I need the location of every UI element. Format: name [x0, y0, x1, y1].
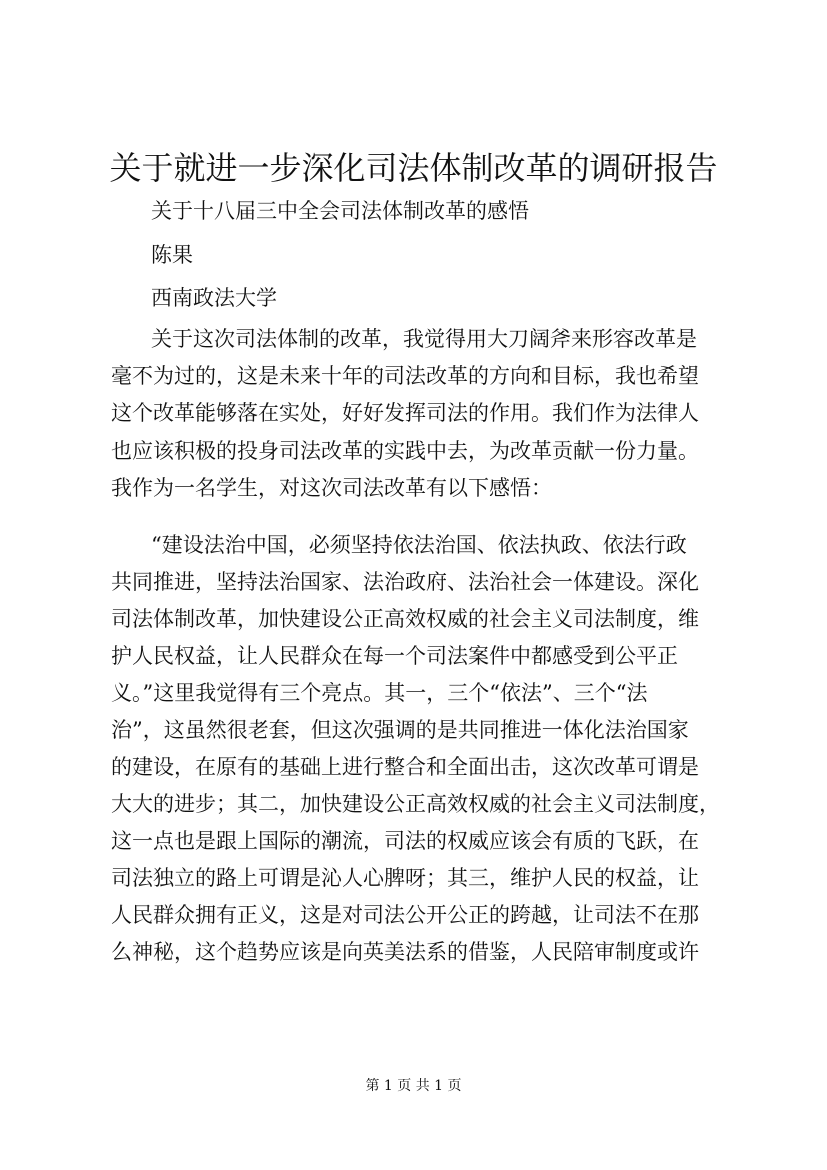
paragraph2-line: 这一点也是跟上国际的潮流，司法的权威应该会有质的飞跃，在: [111, 829, 699, 853]
paragraph2-line: 人民群众拥有正义，这是对司法公开公正的跨越，让司法不在那: [111, 903, 699, 927]
page-footer: 第 1 页 共 1 页: [365, 1078, 462, 1094]
paragraph2-line: 大大的进步；其二，加快建设公正高效权威的社会主义司法制度，: [111, 792, 720, 816]
paragraph1-line: 毫不为过的，这是未来十年的司法改革的方向和目标，我也希望: [111, 364, 699, 388]
paragraph2-line: 义。”这里我觉得有三个亮点。其一，三个“依法”、三个“法: [111, 681, 648, 705]
paragraph1-line: 这个改革能够落在实处，好好发挥司法的作用。我们作为法律人: [111, 401, 699, 425]
paragraph2-line: 司法独立的路上可谓是沁人心脾呀；其三，维护人民的权益，让: [111, 866, 699, 890]
author-affiliation: 西南政法大学: [151, 286, 277, 310]
paragraph1-line: 我作为一名学生，对这次司法改革有以下感悟：: [111, 476, 552, 500]
paragraph2-line: 护人民权益，让人民群众在每一个司法案件中都感受到公平正: [111, 644, 678, 668]
author-name: 陈果: [151, 243, 193, 267]
document-subtitle: 关于十八届三中全会司法体制改革的感悟: [151, 199, 529, 223]
document-title: 关于就进一步深化司法体制改革的调研报告: [109, 149, 718, 187]
paragraph1-line: 关于这次司法体制的改革，我觉得用大刀阔斧来形容改革是: [151, 327, 697, 351]
paragraph2-line: “建设法治中国，必须坚持依法治国、依法执政、依法行政: [151, 533, 687, 557]
paragraph2-line: 司法体制改革，加快建设公正高效权威的社会主义司法制度，维: [111, 607, 699, 631]
paragraph2-line: 的建设，在原有的基础上进行整合和全面出击，这次改革可谓是: [111, 755, 699, 779]
paragraph2-line: 治”，这虽然很老套，但这次强调的是共同推进一体化法治国家: [111, 718, 689, 742]
paragraph2-line: 么神秘，这个趋势应该是向英美法系的借鉴，人民陪审制度或许: [111, 940, 699, 964]
paragraph1-line: 也应该积极的投身司法改革的实践中去，为改革贡献一份力量。: [111, 439, 699, 463]
paragraph2-line: 共同推进，坚持法治国家、法治政府、法治社会一体建设。深化: [111, 570, 699, 594]
